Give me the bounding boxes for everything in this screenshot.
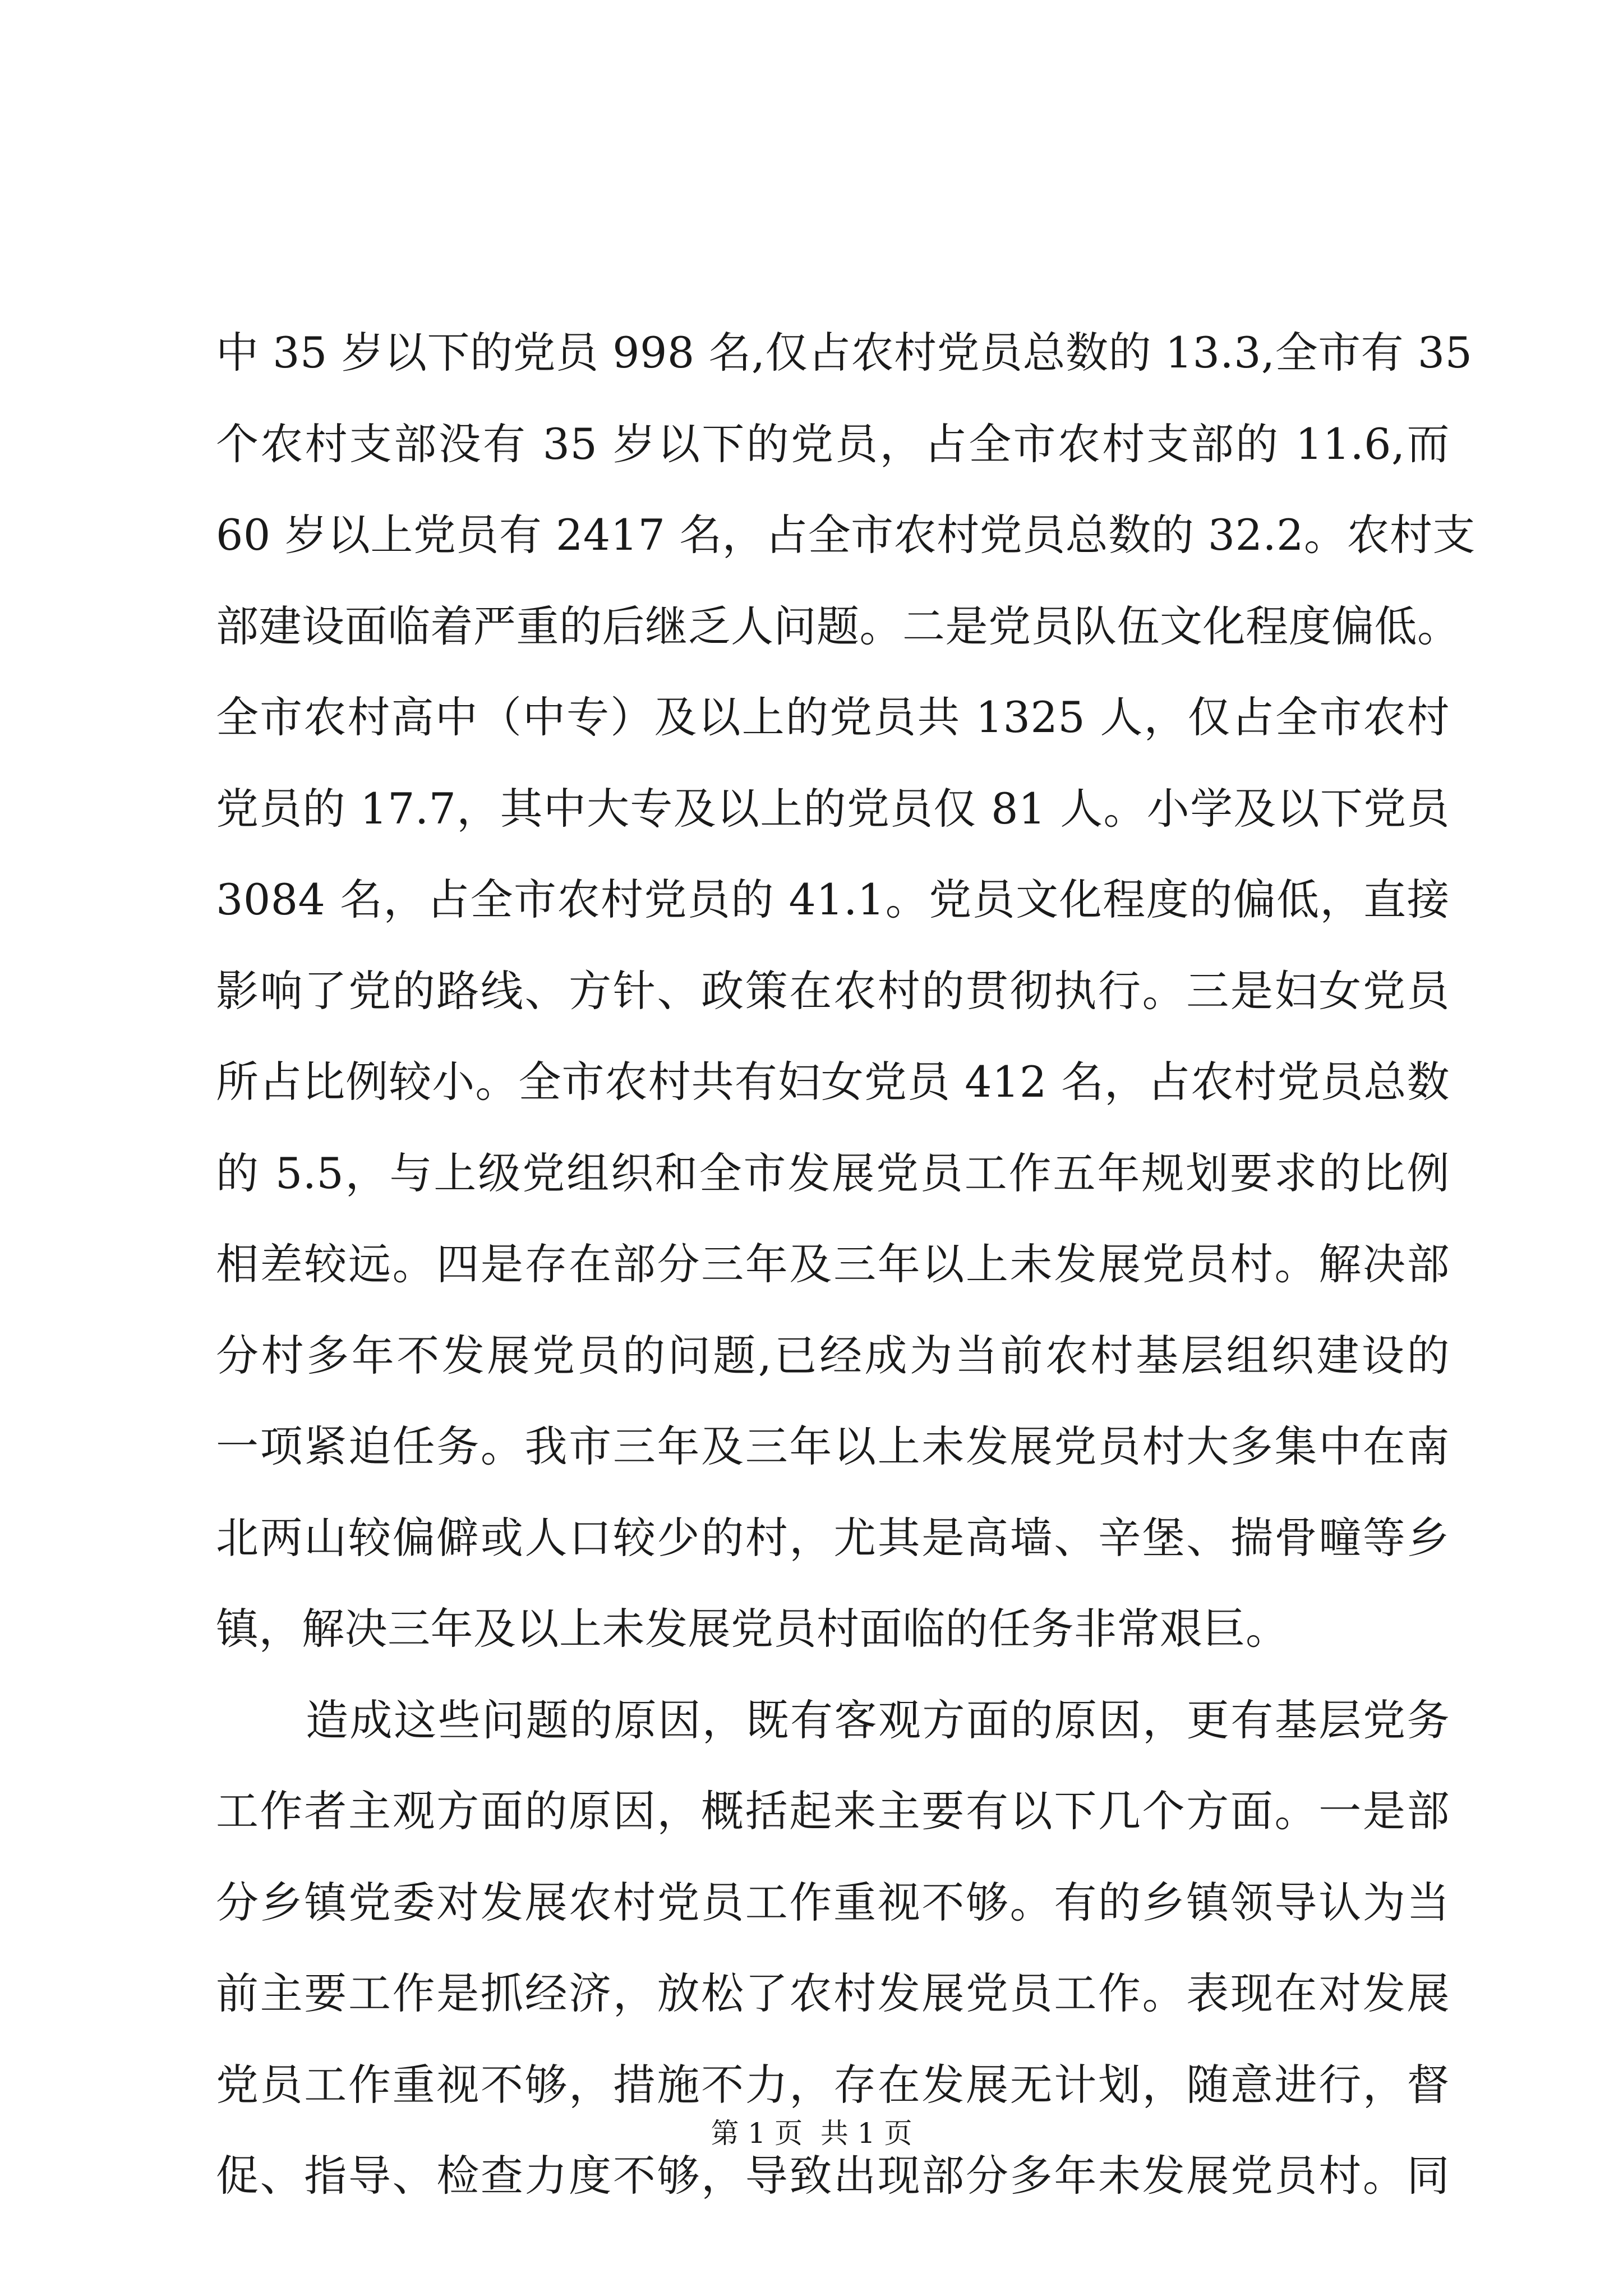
text-line: 促、指导、检查力度不够，导致出现部分多年未发展党员村。同 xyxy=(216,2151,1450,2201)
text-line: 北两山较偏僻或人口较少的村，尤其是高墙、辛堡、揣骨疃等乡 xyxy=(216,1512,1450,1563)
text-line: 的 5.5，与上级党组织和全市发展党员工作五年规划要求的比例 xyxy=(216,1148,1450,1198)
text-line: 3084 名，占全市农村党员的 41.1。党员文化程度的偏低，直接 xyxy=(216,875,1450,924)
text-line: 中 35 岁以下的党员 998 名,仅占农村党员总数的 13.3,全市有 35 xyxy=(216,328,1473,378)
text-line: 党员的 17.7，其中大专及以上的党员仅 81 人。小学及以下党员 xyxy=(216,783,1450,834)
paragraph-start-line: 造成这些问题的原因，既有客观方面的原因，更有基层党务 xyxy=(306,1695,1450,1745)
body-text xyxy=(216,307,1476,2222)
text-line: 相差较远。四是存在部分三年及三年以上未发展党员村。解决部 xyxy=(216,1239,1450,1289)
text-line: 影响了党的路线、方针、政策在农村的贯彻执行。三是妇女党员 xyxy=(216,965,1450,1016)
text-line: 工作者主观方面的原因，概括起来主要有以下几个方面。一是部 xyxy=(216,1786,1450,1836)
text-line: 所占比例较小。全市农村共有妇女党员 412 名，占农村党员总数 xyxy=(216,1057,1450,1107)
text-line: 部建设面临着严重的后继乏人问题。二是党员队伍文化程度偏低。 xyxy=(216,601,1460,651)
text-line: 党员工作重视不够，措施不力，存在发展无计划，随意进行，督 xyxy=(216,2059,1450,2110)
text-line: 60 岁以上党员有 2417 名，占全市农村党员总数的 32.2。农村支 xyxy=(216,510,1476,560)
text-line: 一项紧迫任务。我市三年及三年以上未发展党员村大多集中在南 xyxy=(216,1421,1450,1471)
text-line: 前主要工作是抓经济，放松了农村发展党员工作。表现在对发展 xyxy=(216,1968,1450,2018)
page-footer xyxy=(0,2114,1623,2153)
page-number: 第 1 页 共 1 页 xyxy=(711,2117,912,2150)
text-line: 分乡镇党委对发展农村党员工作重视不够。有的乡镇领导认为当 xyxy=(216,1877,1450,1927)
text-line: 全市农村高中（中专）及以上的党员共 1325 人，仅占全市农村 xyxy=(216,692,1450,742)
text-line: 镇，解决三年及以上未发展党员村面临的任务非常艰巨。 xyxy=(216,1604,1289,1654)
text-line: 个农村支部没有 35 岁以下的党员，占全市农村支部的 11.6,而 xyxy=(216,418,1450,469)
text-line: 分村多年不发展党员的问题,已经成为当前农村基层组织建设的 xyxy=(216,1330,1450,1381)
